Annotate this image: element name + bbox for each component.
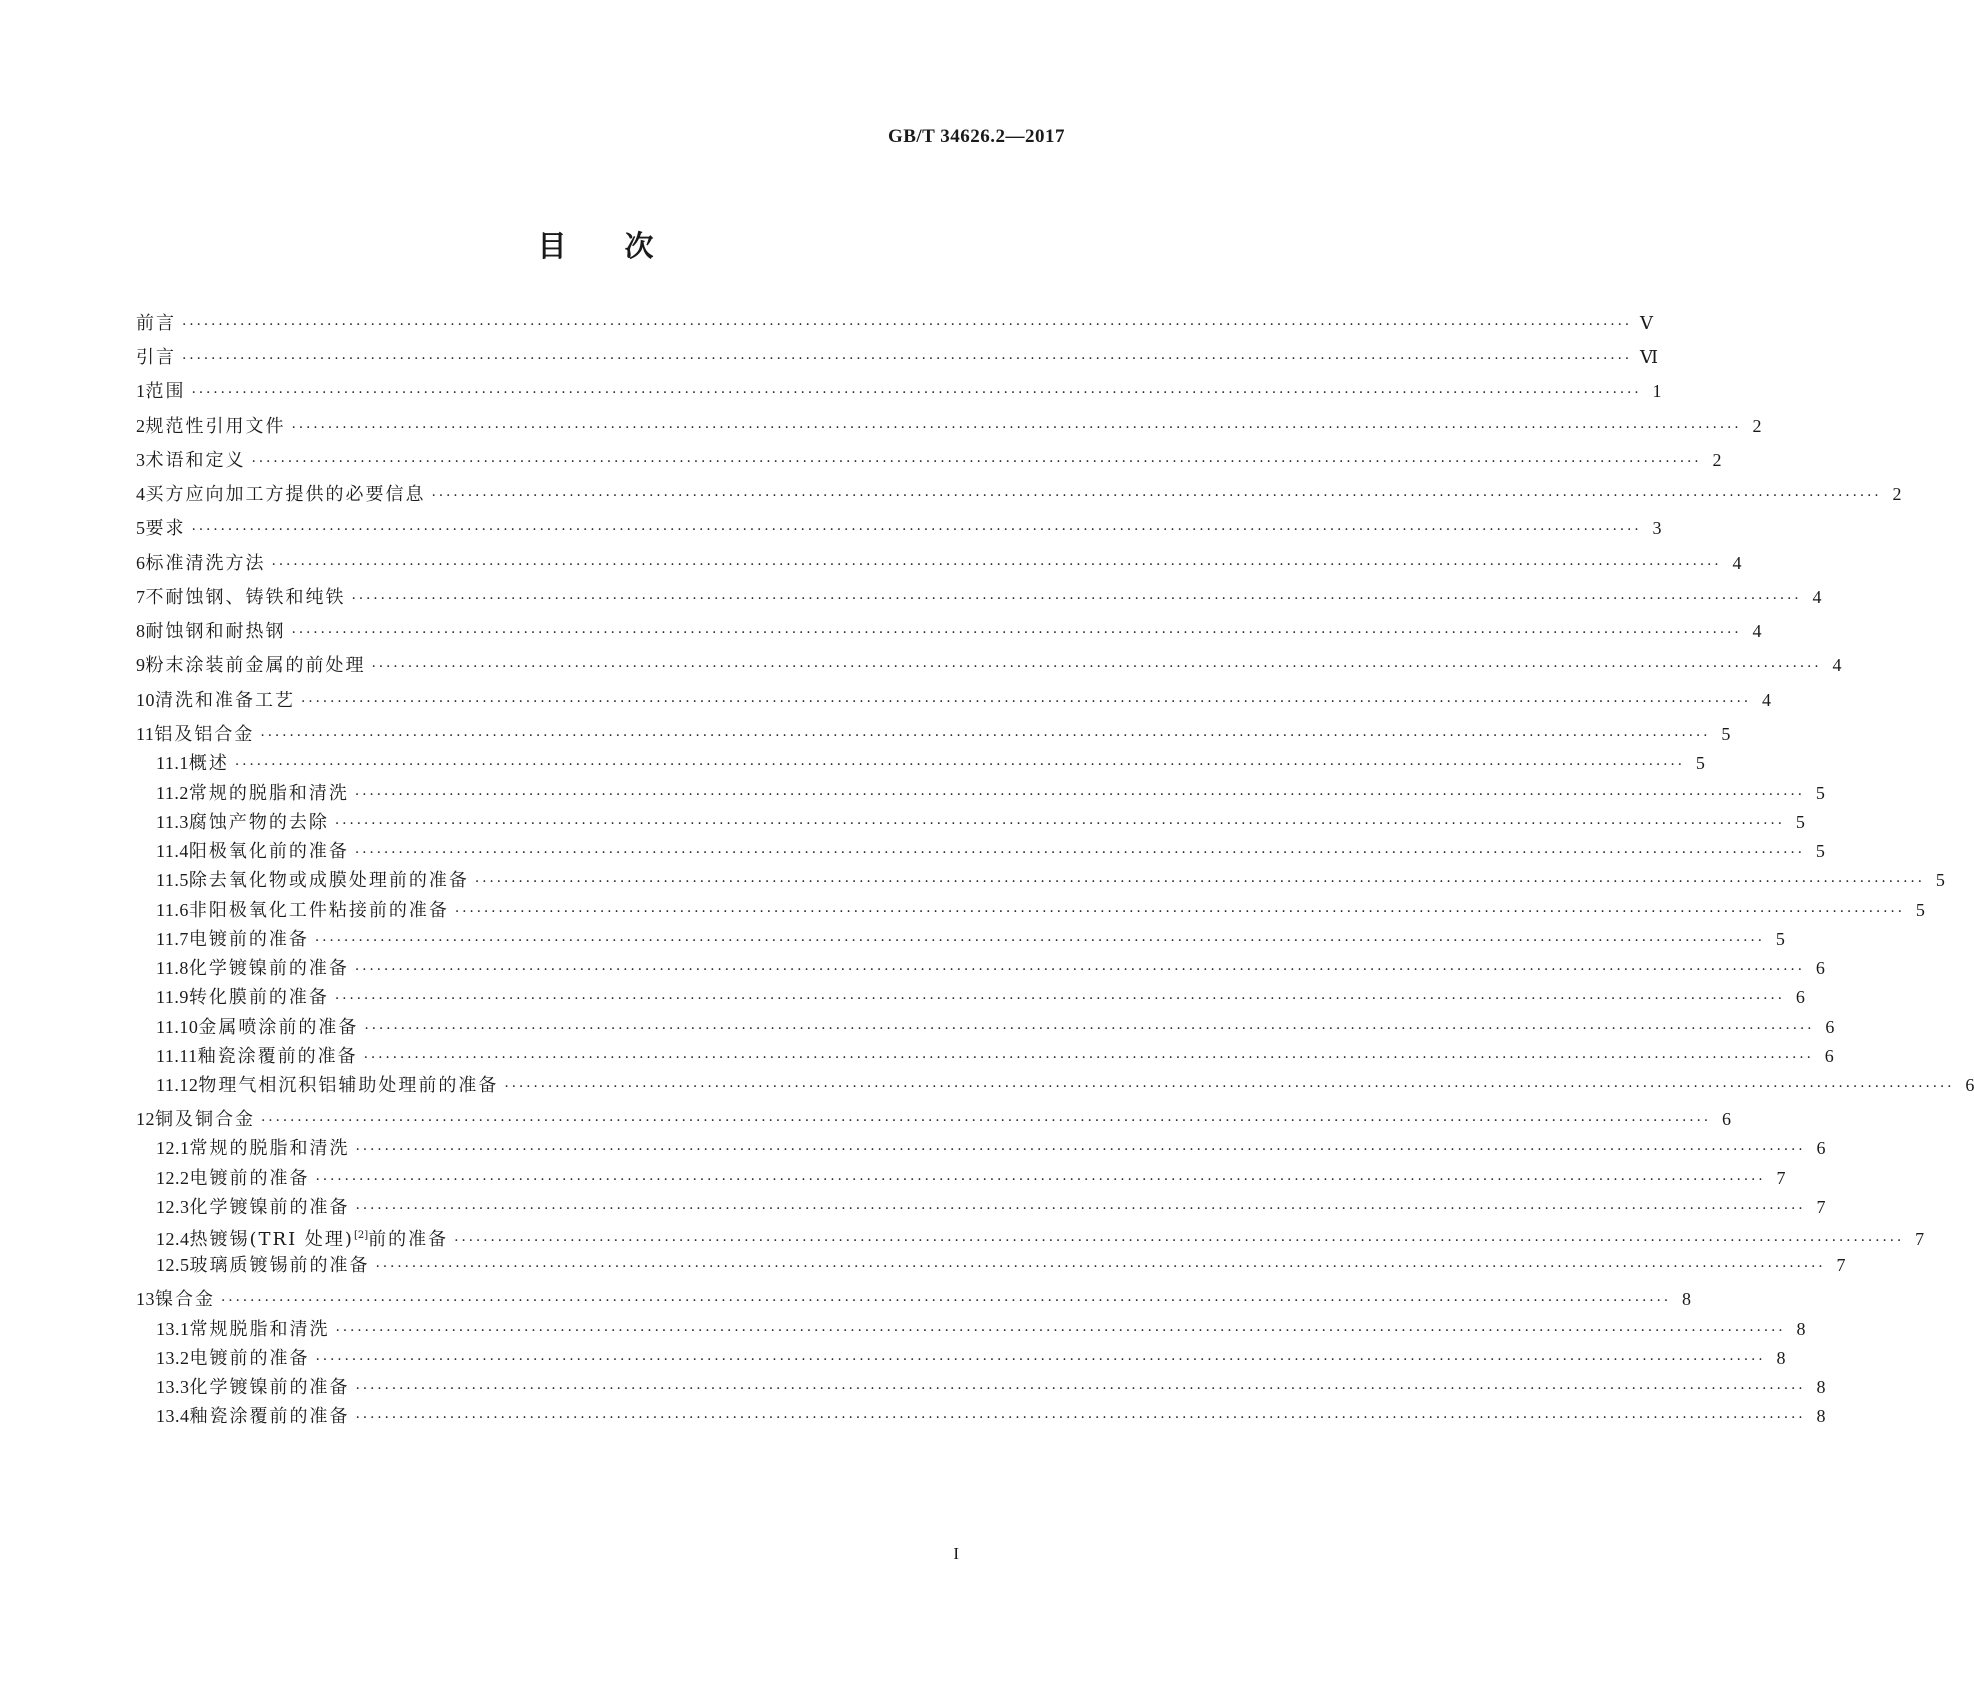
toc-entry-title-text: 概述 bbox=[188, 753, 229, 774]
toc-entry-title bbox=[190, 1346, 310, 1372]
toc-entry[interactable] bbox=[136, 344, 1659, 370]
toc-entry-number: 12.1 bbox=[156, 1138, 190, 1158]
toc-entry-title bbox=[190, 1375, 350, 1401]
toc-entry-number: 10 bbox=[136, 690, 155, 710]
toc-entry-number: 13.1 bbox=[156, 1319, 190, 1339]
toc-entry[interactable] bbox=[136, 687, 1772, 713]
toc-entry-title-continuation: 前的准备 bbox=[368, 1229, 449, 1250]
toc-entry-page: 8 bbox=[1796, 1319, 1806, 1339]
toc-entry-title-text: 玻璃质镀锡前的准备 bbox=[189, 1255, 370, 1276]
toc-entry-number: 11.10 bbox=[156, 1017, 199, 1037]
toc-entry-page: 6 bbox=[1722, 1109, 1732, 1129]
toc-entry-number: 13 bbox=[136, 1289, 155, 1309]
dot-leader: ········································································································································································································ bbox=[355, 1381, 1806, 1397]
standard-code: GB/T 34626.2—2017 bbox=[887, 126, 1065, 147]
toc-entry-title bbox=[190, 1195, 350, 1221]
toc-entry-title-text: 电镀前的准备 bbox=[189, 1348, 310, 1369]
dot-leader: ········································································································································································································ bbox=[351, 591, 1802, 607]
dot-leader: ········································································································································································································ bbox=[301, 694, 1752, 710]
toc-entry[interactable] bbox=[156, 1072, 1974, 1098]
toc-entry[interactable] bbox=[156, 750, 1705, 776]
toc-entry-page: 4 bbox=[1752, 621, 1762, 641]
toc-entry-title bbox=[146, 585, 346, 611]
toc-entry-page: 7 bbox=[1915, 1229, 1925, 1249]
dot-leader: ········································································································································································································ bbox=[221, 1293, 1672, 1309]
dot-leader: ········································································································································································································ bbox=[334, 991, 1785, 1007]
toc-entry-page: 3 bbox=[1652, 518, 1662, 538]
dot-leader: ········································································································································································································ bbox=[315, 1172, 1766, 1188]
toc-entry-page: 5 bbox=[1795, 812, 1805, 832]
toc-entry-title-text: 标准清洗方法 bbox=[145, 553, 266, 574]
toc-entry[interactable] bbox=[136, 481, 1902, 507]
toc-entry-title bbox=[154, 722, 254, 748]
toc-entry-title-text: 常规脱脂和清洗 bbox=[189, 1319, 330, 1340]
toc-entry-title-text: 釉瓷涂覆前的准备 bbox=[197, 1046, 358, 1067]
toc-entry-page: Ⅵ bbox=[1640, 347, 1659, 367]
toc-entry-number: 11.1 bbox=[156, 753, 189, 773]
toc-entry-title bbox=[146, 482, 426, 508]
dot-leader: ········································································································································································································ bbox=[364, 1021, 1815, 1037]
toc-entry-page: 2 bbox=[1752, 416, 1762, 436]
dot-leader: ········································································································································································································ bbox=[251, 454, 1702, 470]
toc-entry-title bbox=[198, 1044, 358, 1070]
toc-entry[interactable] bbox=[156, 955, 1825, 981]
toc-entry-number: 11.9 bbox=[156, 987, 189, 1007]
dot-leader: ········································································································································································································ bbox=[375, 1259, 1826, 1275]
toc-entry-title bbox=[146, 516, 186, 542]
dot-leader: ········································································································································································································ bbox=[191, 385, 1642, 401]
toc-entry-title bbox=[136, 345, 176, 371]
dot-leader: ········································································································································································································ bbox=[355, 1201, 1806, 1217]
toc-entry-title bbox=[189, 751, 229, 777]
dot-leader: ········································································································································································································ bbox=[260, 728, 1711, 744]
toc-entry[interactable] bbox=[156, 1374, 1826, 1400]
toc-entry-title bbox=[146, 551, 266, 577]
toc-entry-number: 2 bbox=[136, 416, 146, 436]
toc-entry-title bbox=[190, 1136, 350, 1162]
toc-entry[interactable] bbox=[136, 550, 1742, 576]
toc-entry[interactable] bbox=[156, 838, 1825, 864]
dot-leader: ········································································································································································································ bbox=[314, 933, 1765, 949]
toc-entry-page: 4 bbox=[1832, 655, 1842, 675]
dot-leader: ········································································································································································································ bbox=[182, 317, 1633, 333]
toc-entry-number: 11.2 bbox=[156, 783, 189, 803]
dot-leader: ········································································································································································································ bbox=[454, 904, 1905, 920]
dot-leader: ········································································································································································································ bbox=[371, 659, 1822, 675]
toc-entry-title-text: 非阳极氧化工件粘接前的准备 bbox=[188, 900, 449, 921]
dot-leader: ········································································································································································································ bbox=[454, 1233, 1905, 1249]
toc-entry-page: 6 bbox=[1815, 958, 1825, 978]
toc-entry-page: 5 bbox=[1815, 783, 1825, 803]
toc-entry-number: 12 bbox=[136, 1109, 155, 1129]
toc-entry-title-text: 阳极氧化前的准备 bbox=[188, 841, 349, 862]
toc-entry-page: Ⅴ bbox=[1640, 313, 1654, 333]
toc-entry-title bbox=[190, 1223, 449, 1253]
toc-entry[interactable] bbox=[136, 1286, 1692, 1312]
toc-entry-title-text: 铜及铜合金 bbox=[155, 1109, 255, 1130]
toc-entry[interactable] bbox=[156, 1165, 1786, 1191]
toc-entry-page: 1 bbox=[1652, 381, 1662, 401]
toc-entry-title bbox=[189, 927, 309, 953]
toc-entry-number: 5 bbox=[136, 518, 146, 538]
toc-entry-title bbox=[155, 688, 295, 714]
toc-entry-page: 5 bbox=[1915, 900, 1925, 920]
toc-entry-page: 7 bbox=[1776, 1168, 1786, 1188]
toc-entry-title-text: 引言 bbox=[136, 347, 176, 368]
toc-entry-number: 7 bbox=[136, 587, 146, 607]
dot-leader: ········································································································································································································ bbox=[261, 1113, 1712, 1129]
toc-entry-title bbox=[146, 448, 246, 474]
toc-entry-page: 8 bbox=[1776, 1348, 1786, 1368]
toc-entry-page: 7 bbox=[1816, 1197, 1826, 1217]
toc-entry-page: 4 bbox=[1812, 587, 1822, 607]
toc-entry-number: 3 bbox=[136, 450, 146, 470]
toc-entry-number: 12.5 bbox=[156, 1255, 190, 1275]
dot-leader: ········································································································································································································ bbox=[354, 787, 1805, 803]
toc-entry-title-text: 常规的脱脂和清洗 bbox=[188, 783, 349, 804]
toc-entry-title-text: 粉末涂装前金属的前处理 bbox=[145, 655, 366, 676]
toc-entry[interactable] bbox=[136, 1106, 1732, 1132]
toc-entry-number: 13.2 bbox=[156, 1348, 190, 1368]
toc-entry-title-text: 电镀前的准备 bbox=[189, 1168, 310, 1189]
dot-leader: ········································································································································································································ bbox=[234, 757, 1685, 773]
page-title-char-2: 次 bbox=[624, 229, 654, 263]
toc-entry-title bbox=[198, 1015, 358, 1041]
toc-entry[interactable] bbox=[156, 926, 1785, 952]
toc-entry[interactable] bbox=[156, 1043, 1834, 1069]
dot-leader: ········································································································································································································ bbox=[474, 874, 1925, 890]
toc-entry-title bbox=[146, 653, 366, 679]
dot-leader: ········································································································································································································ bbox=[335, 1323, 1786, 1339]
toc-entry-page: 2 bbox=[1712, 450, 1722, 470]
toc-entry-title-text: 规范性引用文件 bbox=[145, 416, 286, 437]
toc-entry[interactable] bbox=[156, 1194, 1826, 1220]
toc-entry-page: 7 bbox=[1836, 1255, 1846, 1275]
toc-entry[interactable] bbox=[136, 515, 1662, 541]
toc-entry[interactable] bbox=[136, 721, 1731, 747]
toc-entry[interactable] bbox=[156, 780, 1825, 806]
dot-leader: ········································································································································································································ bbox=[271, 557, 1722, 573]
toc-entry-number: 4 bbox=[136, 484, 146, 504]
toc-entry-number: 11.3 bbox=[156, 812, 189, 832]
toc-entry-number: 13.4 bbox=[156, 1406, 190, 1426]
reference-superscript: [2] bbox=[353, 1230, 369, 1241]
toc-entry-page: 6 bbox=[1795, 987, 1805, 1007]
toc-entry-number: 9 bbox=[136, 655, 146, 675]
toc-entry-page: 5 bbox=[1695, 753, 1705, 773]
toc-entry-title bbox=[155, 1107, 255, 1133]
toc-entry-page: 4 bbox=[1732, 553, 1742, 573]
toc-entry-title-text: 化学镀镍前的准备 bbox=[189, 1197, 350, 1218]
toc-entry-number: 12.4 bbox=[156, 1229, 190, 1249]
toc-entry[interactable] bbox=[136, 584, 1822, 610]
toc-entry-title-text: 金属喷涂前的准备 bbox=[198, 1017, 359, 1038]
dot-leader: ········································································································································································································ bbox=[354, 845, 1805, 861]
dot-leader: ········································································································································································································ bbox=[191, 522, 1642, 538]
toc-entry-title bbox=[189, 956, 349, 982]
toc-entry-number: 11.11 bbox=[156, 1046, 198, 1066]
toc-entry-title bbox=[190, 1317, 330, 1343]
toc-entry-title-text: 镍合金 bbox=[155, 1289, 215, 1310]
toc-entry-title bbox=[155, 1287, 215, 1313]
toc-entry[interactable] bbox=[156, 897, 1925, 923]
toc-entry-title bbox=[190, 1404, 350, 1430]
page-title bbox=[0, 226, 1191, 266]
toc-entry[interactable] bbox=[136, 618, 1762, 644]
toc-entry-title-text: 热镀锡(TRI 处理) bbox=[189, 1229, 354, 1250]
toc-entry-title bbox=[146, 414, 286, 440]
page-number: I bbox=[953, 1544, 959, 1563]
toc-entry-title bbox=[190, 1253, 370, 1279]
toc-entry-title-text: 釉瓷涂覆前的准备 bbox=[189, 1406, 350, 1427]
toc-entry-number: 12.2 bbox=[156, 1168, 190, 1188]
toc-entry-number: 1 bbox=[136, 381, 146, 401]
toc-entry[interactable] bbox=[156, 1014, 1835, 1040]
toc-entry-title-text: 电镀前的准备 bbox=[188, 929, 309, 950]
toc-entry-page: 5 bbox=[1775, 929, 1785, 949]
toc-entry[interactable] bbox=[136, 378, 1662, 404]
dot-leader: ········································································································································································································ bbox=[354, 962, 1805, 978]
toc-entry[interactable] bbox=[156, 809, 1805, 835]
page-title-char-1: 目 bbox=[537, 229, 567, 263]
toc-entry[interactable] bbox=[156, 867, 1945, 893]
toc-entry-number: 11.5 bbox=[156, 870, 189, 890]
toc-entry-title-text: 要求 bbox=[145, 518, 186, 539]
toc-entry-title bbox=[189, 985, 329, 1011]
toc-entry-number: 6 bbox=[136, 553, 146, 573]
toc-entry[interactable] bbox=[156, 1223, 1925, 1250]
toc-entry[interactable] bbox=[136, 652, 1842, 678]
dot-leader: ········································································································································································································ bbox=[355, 1410, 1806, 1426]
toc-entry-number: 11 bbox=[136, 724, 155, 744]
toc-entry-page: 5 bbox=[1815, 841, 1825, 861]
toc-entry-page: 5 bbox=[1721, 724, 1731, 744]
toc-entry-page: 6 bbox=[1816, 1138, 1826, 1158]
toc-entry-page: 4 bbox=[1762, 690, 1772, 710]
toc-entry-title-text: 转化膜前的准备 bbox=[188, 987, 329, 1008]
toc-entry-page: 5 bbox=[1935, 870, 1945, 890]
toc-entry[interactable] bbox=[136, 413, 1762, 439]
toc-entry-title bbox=[146, 379, 186, 405]
toc-entry-title bbox=[189, 781, 349, 807]
toc-entry-title-text: 不耐蚀钢、铸铁和纯铁 bbox=[145, 587, 346, 608]
toc-entry-number: 11.12 bbox=[156, 1075, 199, 1095]
dot-leader: ········································································································································································································ bbox=[355, 1142, 1806, 1158]
toc-entry[interactable] bbox=[136, 447, 1722, 473]
toc-entry-number: 8 bbox=[136, 621, 146, 641]
toc-entry-page: 6 bbox=[1825, 1017, 1835, 1037]
dot-leader: ········································································································································································································ bbox=[334, 816, 1785, 832]
toc-entry[interactable] bbox=[156, 1345, 1786, 1371]
toc-entry-number: 11.6 bbox=[156, 900, 189, 920]
toc-entry-title-text: 化学镀镍前的准备 bbox=[188, 958, 349, 979]
dot-leader: ········································································································································································································ bbox=[363, 1050, 1814, 1066]
toc-entry-page: 2 bbox=[1892, 484, 1902, 504]
toc-entry[interactable] bbox=[156, 984, 1805, 1010]
toc-entry-number: 13.3 bbox=[156, 1377, 190, 1397]
toc-entry-number: 11.8 bbox=[156, 958, 189, 978]
toc-entry[interactable] bbox=[136, 310, 1654, 336]
toc-entry-title bbox=[190, 1166, 310, 1192]
dot-leader: ········································································································································································································ bbox=[315, 1352, 1766, 1368]
toc-entry-title bbox=[189, 810, 329, 836]
toc-entry-page: 8 bbox=[1816, 1377, 1826, 1397]
dot-leader: ········································································································································································································ bbox=[291, 420, 1742, 436]
toc-entry-title-text: 前言 bbox=[136, 313, 176, 334]
dot-leader: ········································································································································································································ bbox=[182, 351, 1633, 367]
toc-entry-title bbox=[189, 839, 349, 865]
toc-entry-title-text: 常规的脱脂和清洗 bbox=[189, 1138, 350, 1159]
toc-entry-title bbox=[189, 868, 469, 894]
dot-leader: ········································································································································································································ bbox=[504, 1079, 1955, 1095]
toc-entry-title-text: 铝及铝合金 bbox=[154, 724, 255, 745]
toc-entry-page: 8 bbox=[1816, 1406, 1826, 1426]
toc-entry-number: 11.4 bbox=[156, 841, 189, 861]
toc-entry-title-text: 耐蚀钢和耐热钢 bbox=[145, 621, 286, 642]
toc-entry-title-text: 买方应向加工方提供的必要信息 bbox=[145, 484, 426, 505]
toc-entry[interactable] bbox=[156, 1135, 1826, 1161]
toc-entry-title bbox=[146, 619, 286, 645]
dot-leader: ········································································································································································································ bbox=[291, 625, 1742, 641]
toc-entry-title bbox=[189, 898, 449, 924]
toc-entry-page: 8 bbox=[1682, 1289, 1692, 1309]
toc-entry[interactable] bbox=[156, 1403, 1826, 1429]
toc-entry[interactable] bbox=[156, 1252, 1846, 1278]
dot-leader: ········································································································································································································ bbox=[431, 488, 1882, 504]
toc-entry-page: 6 bbox=[1965, 1075, 1974, 1095]
toc-entry-title-text: 清洗和准备工艺 bbox=[155, 690, 295, 711]
toc-entry-title-text: 化学镀镍前的准备 bbox=[189, 1377, 350, 1398]
toc-entry-page: 6 bbox=[1824, 1046, 1834, 1066]
toc-entry-title-text: 术语和定义 bbox=[145, 450, 246, 471]
toc-entry[interactable] bbox=[156, 1316, 1806, 1342]
toc-entry-number: 12.3 bbox=[156, 1197, 190, 1217]
toc-entry-title-text: 除去氧化物或成膜处理前的准备 bbox=[188, 870, 469, 891]
toc-entry-title bbox=[198, 1073, 498, 1099]
toc-entry-title-text: 腐蚀产物的去除 bbox=[188, 812, 329, 833]
toc-entry-title-text: 物理气相沉积铝辅助处理前的准备 bbox=[198, 1075, 499, 1096]
toc-entry-title bbox=[136, 311, 176, 337]
toc-entry-title-text: 范围 bbox=[145, 381, 186, 402]
toc-entry-number: 11.7 bbox=[156, 929, 189, 949]
